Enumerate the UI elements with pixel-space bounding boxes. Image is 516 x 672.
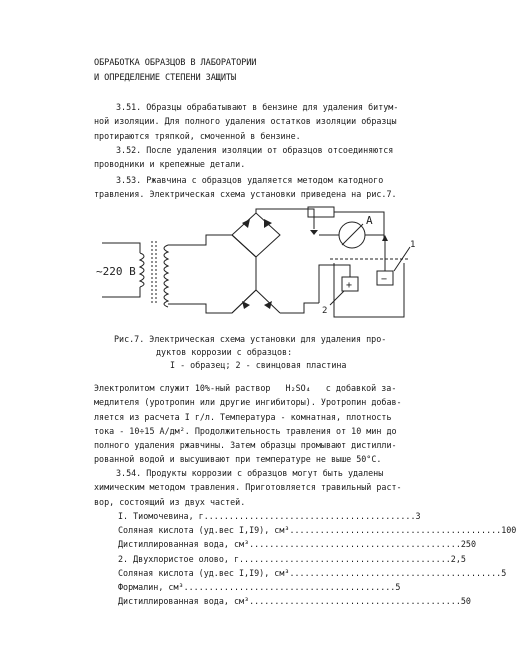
recipe-row: Соляная кислота (уд.вес I,I9), см³ .......................................... 5 bbox=[118, 568, 507, 578]
text-line: химическим методом травления. Приготовляется травильный раст- bbox=[94, 482, 402, 493]
text-line bbox=[94, 381, 439, 395]
voltage-label: ~220 В bbox=[96, 265, 136, 278]
section-title-line-2: И ОПРЕДЕЛЕНИЕ СТЕПЕНИ ЗАЩИТЫ bbox=[94, 73, 237, 83]
plate-label: 2 bbox=[322, 306, 328, 316]
minus-sign: − bbox=[381, 274, 388, 285]
text-line: вор, состоящий из двух частей. bbox=[94, 496, 246, 507]
rheostat-wire bbox=[334, 212, 384, 241]
bridge-output-minus bbox=[280, 303, 319, 313]
ingredient-label: Соляная кислота (уд.вес I,I9), см³ bbox=[118, 568, 290, 578]
text-line: ляется из расчета I г/л. Температура - комнатная, плотность bbox=[94, 411, 392, 422]
transformer-secondary-coil bbox=[164, 245, 168, 307]
caption-line: I - образец; 2 - свинцовая пластина bbox=[170, 360, 347, 371]
ingredient-value: 100 bbox=[501, 525, 516, 535]
bridge-edge bbox=[232, 235, 256, 257]
mains-wire-top bbox=[102, 243, 140, 253]
ingredient-label: Дистиллированная вода, см³ bbox=[118, 539, 250, 549]
wire-arrow-icon bbox=[382, 235, 388, 241]
circuit-svg bbox=[94, 205, 439, 327]
ingredient-value: 2,5 bbox=[450, 554, 466, 564]
paragraph-3-52 bbox=[94, 143, 439, 172]
text-line: 3.52. После удаления изоляции от образцов отсоединяются bbox=[116, 145, 394, 155]
recipe-part-1 bbox=[118, 509, 516, 551]
recipe-row: I. Тиомочевина, г .......................................... 3 bbox=[118, 511, 421, 521]
text-line: 3.51. Образцы обрабатывают в бензине для удаления битум- bbox=[116, 102, 399, 112]
transformer-primary-coil bbox=[140, 253, 144, 287]
bridge-input-wire bbox=[168, 235, 256, 257]
text-line: полного удаления ржавчины. Затем образцы промывают дистилли- bbox=[94, 440, 397, 451]
ingredient-label: Соляная кислота (уд.вес I,I9), см³ bbox=[118, 525, 290, 535]
recipe-row: Формалин, см³ .......................................... 5 bbox=[118, 582, 401, 592]
formula: H₂SO₄ bbox=[285, 383, 311, 393]
mains-wire-bottom bbox=[102, 287, 140, 297]
text-line: медлителя (уротропин или другие ингибиторы). Уротропин добав- bbox=[94, 397, 402, 408]
bridge-upper bbox=[232, 213, 280, 257]
ingredient-label: I. Тиомочевина, г bbox=[118, 511, 204, 521]
ingredient-value: 5 bbox=[501, 568, 507, 578]
circuit-diagram bbox=[94, 205, 439, 327]
ingredient-label: Формалин, см³ bbox=[118, 582, 184, 592]
caption-line: дуктов коррозии с образцов: bbox=[156, 347, 293, 358]
ammeter-label: A bbox=[366, 214, 373, 227]
paragraph-3-54 bbox=[94, 466, 439, 509]
ingredient-value: 5 bbox=[395, 582, 401, 592]
paragraph-3-51 bbox=[94, 100, 439, 143]
diode-icon bbox=[242, 219, 250, 228]
ammeter-needle bbox=[342, 224, 363, 245]
ingredient-value: 50 bbox=[460, 596, 471, 606]
sample-label: 1 bbox=[410, 240, 416, 250]
diode-icon bbox=[242, 301, 250, 309]
recipe-row: Соляная кислота (уд.вес I,I9), см³ .......................................... 100 bbox=[118, 525, 516, 535]
text-line: протираются тряпкой, смоченной в бензине. bbox=[94, 130, 301, 141]
bridge-lower bbox=[232, 290, 280, 313]
text-line: травления. Электрическая схема установки приведена на рис.7. bbox=[94, 189, 397, 200]
label-2-leader bbox=[330, 291, 344, 305]
ingredient-label: Дистиллированная вода, см³ bbox=[118, 596, 250, 606]
text-segment: Электролитом служит 10%-ный раствор bbox=[94, 383, 271, 393]
caption-line: Рис.7. Электрическая схема установки для удаления про- bbox=[114, 334, 387, 344]
text-line: ной изоляции. Для полного удаления остатков изоляции образцы bbox=[94, 116, 397, 127]
rheostat-arrow-icon bbox=[310, 230, 318, 235]
text-line: рованной водой и высушивают при температуре не выше 50°С. bbox=[94, 454, 382, 465]
plus-sign: + bbox=[346, 280, 353, 291]
recipe-row: 2. Двухлористое олово, г .......................................... 2,5 bbox=[118, 554, 466, 564]
paragraph-3-53 bbox=[94, 173, 439, 202]
text-line: 3.54. Продукты коррозии с образцов могут быть удалены bbox=[116, 468, 384, 478]
ingredient-value: 250 bbox=[460, 539, 477, 549]
recipe-part-2 bbox=[118, 552, 507, 608]
recipe-row: Дистиллированная вода, см³ .......................................... 50 bbox=[118, 596, 471, 606]
text-line: 3.53. Ржавчина с образцов удаляется методом катодного bbox=[116, 175, 384, 185]
recipe-row: Дистиллированная вода, см³ .......................................... 250 bbox=[118, 539, 477, 549]
paragraph-electrolyte bbox=[94, 381, 439, 467]
figure-caption bbox=[114, 333, 414, 373]
text-line: проводники и крепежные детали. bbox=[94, 159, 246, 170]
section-title-line-1: ОБРАБОТКА ОБРАЗЦОВ В ЛАБОРАТОРИИ bbox=[94, 58, 257, 68]
text-segment: с добавкой за- bbox=[325, 383, 397, 393]
diode-icon bbox=[264, 301, 272, 309]
text-line: тока - 10÷15 А/дм². Продолжительность травления от 10 мин до bbox=[94, 425, 397, 436]
ingredient-value: 3 bbox=[415, 511, 421, 521]
ingredient-label: 2. Двухлористое олово, г bbox=[118, 554, 240, 564]
